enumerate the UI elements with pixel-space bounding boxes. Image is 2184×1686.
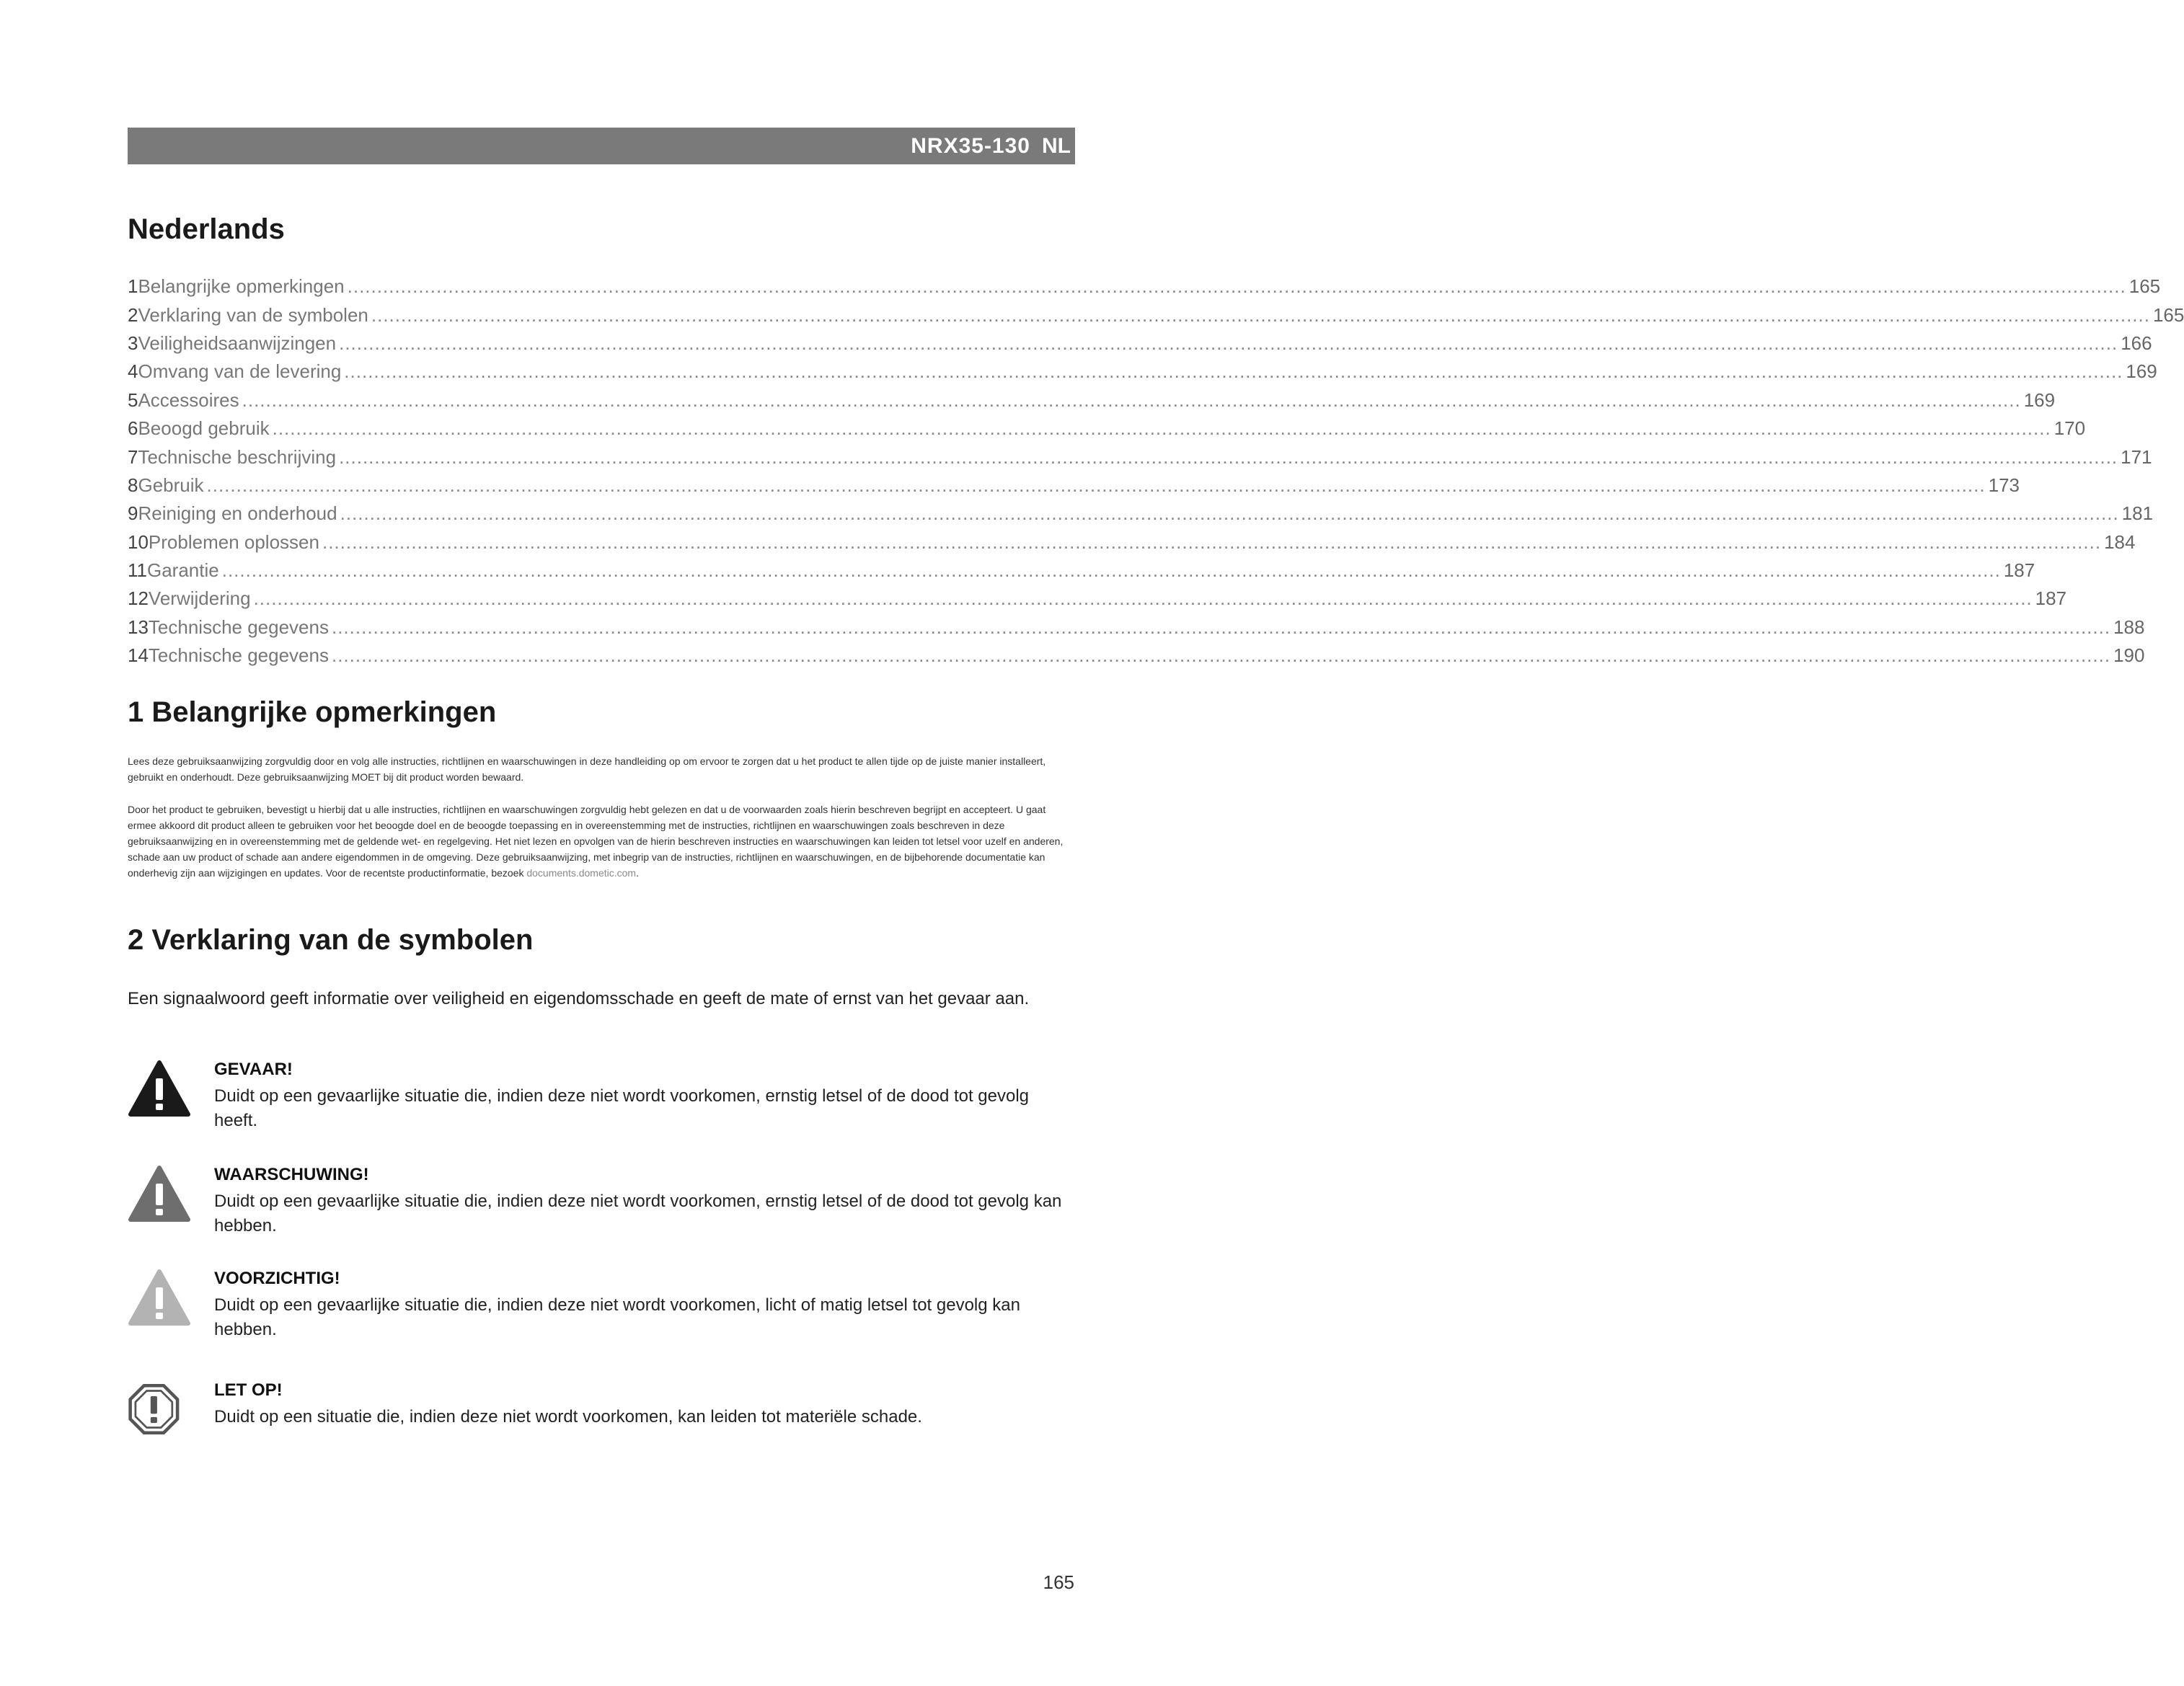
- signal-word: LET OP!: [214, 1380, 283, 1400]
- toc-entry[interactable]: [128, 301, 2184, 329]
- toc-number: 14: [128, 644, 149, 667]
- toc-leader: ............................................................................................................................................................................................................................................................................................................: [206, 474, 1986, 496]
- toc-number: 3: [128, 332, 138, 354]
- toc-leader: ............................................................................................................................................................................................................................................................................................................: [339, 332, 2118, 354]
- toc-title: Technische beschrijving: [138, 445, 337, 468]
- toc-page: 171: [2121, 445, 2152, 468]
- page-number: 165: [1043, 1571, 1074, 1593]
- toc-title: Omvang van de levering: [138, 360, 342, 383]
- toc-number: 4: [128, 360, 138, 383]
- toc-title: Problemen oplossen: [148, 531, 319, 553]
- toc-page: 187: [2035, 587, 2067, 610]
- toc-entry[interactable]: [128, 443, 2152, 471]
- toc-page: 181: [2121, 502, 2154, 525]
- toc-title: Belangrijke opmerkingen: [138, 275, 345, 298]
- table-of-contents: [128, 272, 2184, 670]
- toc-number: 9: [128, 502, 138, 525]
- toc-leader: ............................................................................................................................................................................................................................................................................................................: [339, 445, 2118, 468]
- toc-leader: ............................................................................................................................................................................................................................................................................................................: [344, 360, 2123, 383]
- toc-page: 166: [2121, 332, 2152, 354]
- toc-entry[interactable]: [128, 585, 2067, 613]
- toc-leader: ............................................................................................................................................................................................................................................................................................................: [331, 616, 2111, 638]
- toc-page: 169: [2023, 389, 2056, 411]
- toc-page: 165: [2152, 303, 2184, 326]
- warning-triangle-icon: [128, 1165, 191, 1223]
- toc-entry[interactable]: [128, 613, 2145, 642]
- toc-entry[interactable]: [128, 471, 2020, 500]
- section-1-paragraph-2-end: .: [636, 867, 639, 879]
- toc-leader: ............................................................................................................................................................................................................................................................................................................: [331, 644, 2111, 667]
- toc-page: 184: [2104, 531, 2136, 553]
- signal-notice: [128, 1380, 1075, 1460]
- toc-title: Beoogd gebruik: [138, 417, 270, 440]
- danger-triangle-icon: [128, 1060, 191, 1117]
- toc-entry[interactable]: [128, 500, 2154, 528]
- toc-title: Verklaring van de symbolen: [138, 303, 368, 326]
- section-2-intro: Een signaalwoord geeft informatie over veiligheid en eigendomsschade en geeft de mate of ernst van het gevaar aan.: [128, 989, 1030, 1008]
- toc-entry[interactable]: [128, 386, 2056, 414]
- toc-entry[interactable]: [128, 329, 2152, 358]
- signal-description: Duidt op een gevaarlijke situatie die, indien deze niet wordt voorkomen, licht of matig letsel tot gevolg kan hebben.: [214, 1295, 1020, 1339]
- toc-page: 173: [1988, 474, 2020, 496]
- section-1-paragraph-2: [128, 802, 1065, 881]
- toc-entry[interactable]: [128, 358, 2157, 386]
- toc-leader: ............................................................................................................................................................................................................................................................................................................: [322, 531, 2102, 553]
- toc-title: Technische gegevens: [148, 616, 329, 638]
- toc-number: 1: [128, 275, 138, 298]
- toc-entry[interactable]: [128, 642, 2145, 670]
- toc-title: Garantie: [147, 559, 219, 582]
- toc-title: Verwijdering: [148, 587, 251, 610]
- model-name: NRX35-130: [911, 133, 1030, 158]
- toc-title: Reiniging en onderhoud: [138, 502, 337, 525]
- signal-danger: [128, 1060, 1075, 1139]
- toc-entry[interactable]: [128, 414, 2086, 443]
- toc-title: Accessoires: [138, 389, 239, 411]
- signal-description: Duidt op een gevaarlijke situatie die, indien deze niet wordt voorkomen, ernstig letsel of de dood tot gevolg kan hebben.: [214, 1192, 1062, 1235]
- toc-number: 8: [128, 474, 138, 496]
- page-title: Nederlands: [128, 213, 285, 245]
- toc-number: 7: [128, 445, 138, 468]
- signal-word: GEVAAR!: [214, 1060, 293, 1079]
- header-bar: [128, 128, 1075, 164]
- toc-entry[interactable]: [128, 528, 2136, 556]
- section-1-paragraph-1: Lees deze gebruiksaanwijzing zorgvuldig door en volg alle instructies, richtlijnen en waarschuwingen in deze handleiding op om ervoor te zorgen dat u het product te allen tijde op de juiste manier installeert, gebruikt en onderhoudt. Deze gebruiksaanwijzing MOET bij dit product worden bewaard.: [128, 755, 1046, 783]
- toc-number: 10: [128, 531, 149, 553]
- toc-page: 188: [2113, 616, 2145, 638]
- section-1-paragraph-2-text: Door het product te gebruiken, bevestigt u hierbij dat u alle instructies, richtlijnen en waarschuwingen zorgvuldig hebt gelezen en dat u de voorwaarden zoals hierin beschreven begrijpt en accepteert. U gaat ermee akkoord dit product alleen te gebruiken voor het beoogde doel en de beoogde toepassing en in overeenstemming met de instructies, richtlijnen en waarschuwingen zoals beschreven in deze gebruiksaanwijzing en in overeenstemming met de geldende wet- en regelgeving. Het niet lezen en opvolgen van de hierin beschreven instructies en waarschuwingen kan leiden tot letsel voor uzelf en anderen, schade aan uw product of schade aan andere eigendommen in de omgeving. Deze gebruiksaanwijzing, met inbegrip van de instructies, richtlijnen en waarschuwingen, en de bijbehorende documentatie kan onderhevig zijn aan wijzigingen en updates. Voor de recentste productinformatie, bezoek: [128, 804, 1064, 879]
- toc-page: 187: [2003, 559, 2035, 582]
- toc-title: Veiligheidsaanwijzingen: [138, 332, 337, 354]
- signal-description: Duidt op een gevaarlijke situatie die, indien deze niet wordt voorkomen, ernstig letsel of de dood tot gevolg heeft.: [214, 1086, 1030, 1130]
- toc-leader: ............................................................................................................................................................................................................................................................................................................: [242, 389, 2021, 411]
- toc-number: 13: [128, 616, 149, 638]
- toc-page: 190: [2113, 644, 2145, 667]
- toc-title: Gebruik: [138, 474, 204, 496]
- toc-number: 5: [128, 389, 138, 411]
- toc-number: 6: [128, 417, 138, 440]
- signal-warning: [128, 1165, 1075, 1244]
- signal-caution: [128, 1269, 1075, 1348]
- toc-number: 11: [128, 559, 147, 582]
- notice-octagon-icon: [128, 1380, 185, 1438]
- caution-triangle-icon: [128, 1269, 191, 1326]
- toc-leader: ............................................................................................................................................................................................................................................................................................................: [221, 559, 2001, 582]
- toc-leader: ............................................................................................................................................................................................................................................................................................................: [272, 417, 2051, 440]
- toc-leader: ............................................................................................................................................................................................................................................................................................................: [371, 303, 2150, 326]
- toc-number: 12: [128, 587, 149, 610]
- section-1-heading: 1 Belangrijke opmerkingen: [128, 696, 497, 728]
- toc-leader: ............................................................................................................................................................................................................................................................................................................: [253, 587, 2033, 610]
- toc-entry[interactable]: [128, 272, 2161, 301]
- toc-entry[interactable]: [128, 556, 2035, 585]
- signal-word: WAARSCHUWING!: [214, 1165, 369, 1184]
- toc-leader: ............................................................................................................................................................................................................................................................................................................: [347, 275, 2126, 298]
- toc-page: 165: [2128, 275, 2161, 298]
- toc-page: 170: [2053, 417, 2086, 440]
- toc-page: 169: [2126, 360, 2157, 383]
- toc-number: 2: [128, 303, 138, 326]
- signal-word: VOORZICHTIG!: [214, 1269, 340, 1288]
- toc-leader: ............................................................................................................................................................................................................................................................................................................: [340, 502, 2119, 525]
- section-2-heading: 2 Verklaring van de symbolen: [128, 924, 534, 956]
- documents-link[interactable]: documents.dometic.com: [526, 867, 637, 879]
- toc-title: Technische gegevens: [148, 644, 329, 667]
- signal-description: Duidt op een situatie die, indien deze niet wordt voorkomen, kan leiden tot materiële schade.: [214, 1407, 922, 1427]
- language-code: NL: [1042, 133, 1071, 158]
